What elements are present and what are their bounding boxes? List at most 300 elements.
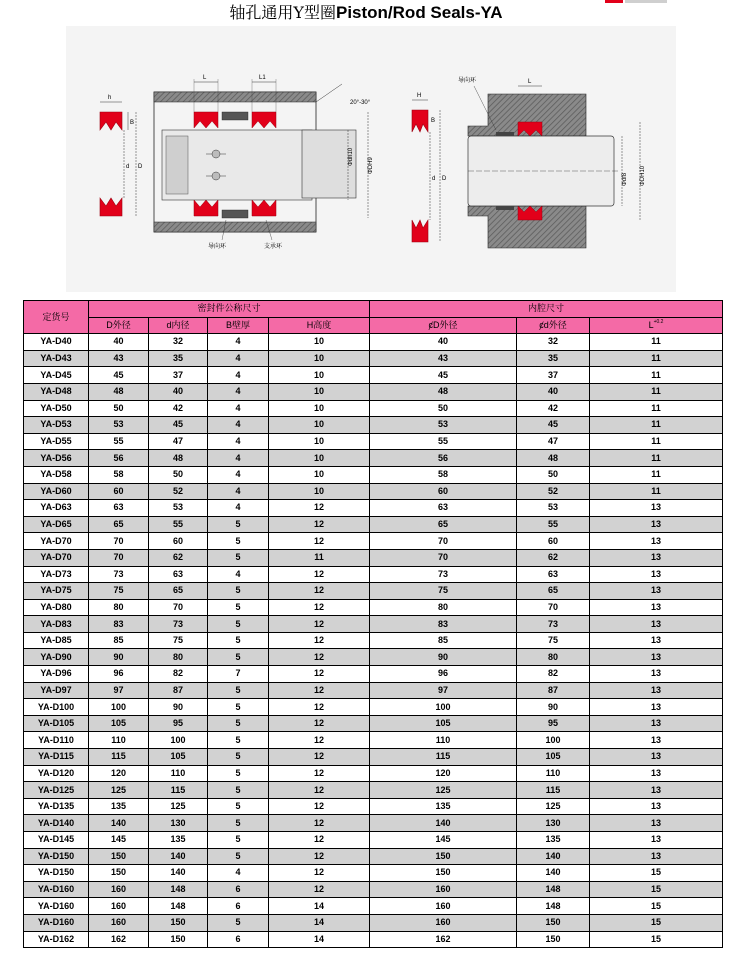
cell-B: 4 bbox=[208, 350, 269, 367]
table-row bbox=[24, 798, 723, 815]
header-L bbox=[590, 317, 723, 334]
cell-phi-d: 52 bbox=[517, 483, 590, 500]
cell-phi-D: 53 bbox=[370, 417, 517, 434]
cell-L: 15 bbox=[590, 914, 723, 931]
cell-order-no: YA-D125 bbox=[24, 782, 89, 799]
cell-phi-d: 50 bbox=[517, 466, 590, 483]
cell-phi-D: 50 bbox=[370, 400, 517, 417]
cell-D: 73 bbox=[89, 566, 149, 583]
cell-H: 10 bbox=[269, 433, 370, 450]
cell-order-no: YA-D70 bbox=[24, 549, 89, 566]
table-row bbox=[24, 715, 723, 732]
cell-D: 145 bbox=[89, 832, 149, 849]
cell-d: 70 bbox=[149, 599, 208, 616]
header-d: d内径 bbox=[149, 317, 208, 334]
cell-B: 5 bbox=[208, 815, 269, 832]
cell-d: 82 bbox=[149, 666, 208, 683]
cell-phi-d: 37 bbox=[517, 367, 590, 384]
cell-d: 125 bbox=[149, 798, 208, 815]
table-row bbox=[24, 782, 723, 799]
table-body bbox=[24, 334, 723, 948]
table-row bbox=[24, 350, 723, 367]
cell-order-no: YA-D73 bbox=[24, 566, 89, 583]
cell-L: 13 bbox=[590, 666, 723, 683]
table-row bbox=[24, 383, 723, 400]
cell-order-no: YA-D150 bbox=[24, 848, 89, 865]
table-row bbox=[24, 881, 723, 898]
cell-H: 12 bbox=[269, 632, 370, 649]
table-row bbox=[24, 400, 723, 417]
cell-order-no: YA-D58 bbox=[24, 466, 89, 483]
cell-phi-D: 160 bbox=[370, 881, 517, 898]
label-B: B bbox=[130, 120, 135, 126]
seal-profile-right bbox=[412, 93, 447, 242]
cell-d: 130 bbox=[149, 815, 208, 832]
cell-d: 100 bbox=[149, 732, 208, 749]
table-row bbox=[24, 433, 723, 450]
cell-phi-d: 40 bbox=[517, 383, 590, 400]
cell-phi-d: 150 bbox=[517, 914, 590, 931]
cell-phi-D: 135 bbox=[370, 798, 517, 815]
cell-phi-D: 160 bbox=[370, 898, 517, 915]
cell-B: 5 bbox=[208, 599, 269, 616]
cell-phi-D: 45 bbox=[370, 367, 517, 384]
cell-phi-d: 62 bbox=[517, 549, 590, 566]
cell-d: 105 bbox=[149, 749, 208, 766]
cell-H: 10 bbox=[269, 350, 370, 367]
cell-D: 160 bbox=[89, 914, 149, 931]
cell-D: 162 bbox=[89, 931, 149, 948]
table-row bbox=[24, 848, 723, 865]
cell-H: 12 bbox=[269, 599, 370, 616]
cell-phi-D: 40 bbox=[370, 334, 517, 351]
table-row bbox=[24, 533, 723, 550]
cell-phi-d: 100 bbox=[517, 732, 590, 749]
cell-D: 160 bbox=[89, 898, 149, 915]
cell-L: 13 bbox=[590, 682, 723, 699]
label-H: H bbox=[417, 93, 422, 99]
label-D2: D bbox=[442, 176, 447, 182]
header-phi-d: ȼd外径 bbox=[517, 317, 590, 334]
cell-d: 60 bbox=[149, 533, 208, 550]
cell-phi-d: 150 bbox=[517, 931, 590, 948]
header-D: D外径 bbox=[89, 317, 149, 334]
cell-order-no: YA-D40 bbox=[24, 334, 89, 351]
cell-phi-d: 55 bbox=[517, 516, 590, 533]
label-phi-DH10: ΦDH10 bbox=[640, 165, 646, 186]
cell-d: 140 bbox=[149, 848, 208, 865]
cell-L: 13 bbox=[590, 533, 723, 550]
cell-phi-d: 80 bbox=[517, 649, 590, 666]
cell-L: 13 bbox=[590, 566, 723, 583]
cell-H: 12 bbox=[269, 616, 370, 633]
cell-H: 12 bbox=[269, 865, 370, 882]
cell-H: 12 bbox=[269, 583, 370, 600]
cell-B: 5 bbox=[208, 715, 269, 732]
cell-B: 4 bbox=[208, 433, 269, 450]
cell-order-no: YA-D160 bbox=[24, 881, 89, 898]
cell-d: 150 bbox=[149, 931, 208, 948]
cell-L: 13 bbox=[590, 765, 723, 782]
cell-order-no: YA-D90 bbox=[24, 649, 89, 666]
cell-order-no: YA-D160 bbox=[24, 898, 89, 915]
cell-B: 4 bbox=[208, 466, 269, 483]
cell-d: 80 bbox=[149, 649, 208, 666]
cell-B: 5 bbox=[208, 765, 269, 782]
cell-d: 45 bbox=[149, 417, 208, 434]
cell-phi-D: 162 bbox=[370, 931, 517, 948]
cell-phi-d: 35 bbox=[517, 350, 590, 367]
cell-B: 5 bbox=[208, 682, 269, 699]
cell-H: 12 bbox=[269, 782, 370, 799]
cell-d: 48 bbox=[149, 450, 208, 467]
cell-d: 95 bbox=[149, 715, 208, 732]
cell-d: 53 bbox=[149, 500, 208, 517]
cell-B: 5 bbox=[208, 699, 269, 716]
cell-order-no: YA-D115 bbox=[24, 749, 89, 766]
cell-D: 48 bbox=[89, 383, 149, 400]
cell-H: 12 bbox=[269, 715, 370, 732]
table-row bbox=[24, 931, 723, 948]
cell-phi-d: 125 bbox=[517, 798, 590, 815]
cell-D: 140 bbox=[89, 815, 149, 832]
header-L-tolerance: +0.2 bbox=[653, 318, 664, 325]
header-H: H高度 bbox=[269, 317, 370, 334]
cell-d: 110 bbox=[149, 765, 208, 782]
cell-D: 63 bbox=[89, 500, 149, 517]
cell-phi-D: 150 bbox=[370, 848, 517, 865]
label-D: D bbox=[138, 164, 143, 170]
cell-phi-d: 135 bbox=[517, 832, 590, 849]
cell-H: 10 bbox=[269, 483, 370, 500]
cell-B: 4 bbox=[208, 500, 269, 517]
cell-D: 40 bbox=[89, 334, 149, 351]
cell-D: 80 bbox=[89, 599, 149, 616]
cell-phi-D: 105 bbox=[370, 715, 517, 732]
cell-H: 10 bbox=[269, 367, 370, 384]
cell-L: 15 bbox=[590, 898, 723, 915]
table-row bbox=[24, 549, 723, 566]
label-d: d bbox=[126, 164, 130, 170]
cell-L: 13 bbox=[590, 815, 723, 832]
table-row bbox=[24, 832, 723, 849]
cell-D: 160 bbox=[89, 881, 149, 898]
label-support-ring: 支承环 bbox=[264, 244, 283, 250]
cell-d: 73 bbox=[149, 616, 208, 633]
cell-D: 150 bbox=[89, 848, 149, 865]
cell-L: 11 bbox=[590, 417, 723, 434]
cell-H: 12 bbox=[269, 881, 370, 898]
table-row bbox=[24, 666, 723, 683]
cell-d: 40 bbox=[149, 383, 208, 400]
cell-B: 6 bbox=[208, 881, 269, 898]
cell-order-no: YA-D162 bbox=[24, 931, 89, 948]
cell-phi-D: 48 bbox=[370, 383, 517, 400]
cell-phi-D: 160 bbox=[370, 914, 517, 931]
cell-phi-D: 140 bbox=[370, 815, 517, 832]
cell-B: 5 bbox=[208, 782, 269, 799]
label-L1: L1 bbox=[259, 75, 266, 81]
cell-phi-D: 100 bbox=[370, 699, 517, 716]
cell-d: 148 bbox=[149, 898, 208, 915]
cell-order-no: YA-D96 bbox=[24, 666, 89, 683]
page-title bbox=[0, 0, 732, 26]
cell-B: 5 bbox=[208, 832, 269, 849]
cell-phi-D: 55 bbox=[370, 433, 517, 450]
cell-phi-d: 82 bbox=[517, 666, 590, 683]
cell-H: 14 bbox=[269, 898, 370, 915]
cell-D: 85 bbox=[89, 632, 149, 649]
cell-L: 13 bbox=[590, 699, 723, 716]
table-row bbox=[24, 583, 723, 600]
header-seal-group: 密封件公称尺寸 bbox=[89, 301, 370, 318]
cell-phi-d: 95 bbox=[517, 715, 590, 732]
cell-d: 63 bbox=[149, 566, 208, 583]
cell-d: 148 bbox=[149, 881, 208, 898]
cell-d: 75 bbox=[149, 632, 208, 649]
cell-L: 13 bbox=[590, 632, 723, 649]
cell-phi-D: 70 bbox=[370, 533, 517, 550]
red-marker bbox=[605, 0, 623, 3]
cell-phi-d: 148 bbox=[517, 881, 590, 898]
cell-order-no: YA-D85 bbox=[24, 632, 89, 649]
cell-phi-d: 90 bbox=[517, 699, 590, 716]
cell-H: 12 bbox=[269, 832, 370, 849]
cell-B: 5 bbox=[208, 914, 269, 931]
cell-order-no: YA-D135 bbox=[24, 798, 89, 815]
cell-L: 13 bbox=[590, 798, 723, 815]
cell-phi-d: 130 bbox=[517, 815, 590, 832]
cell-order-no: YA-D80 bbox=[24, 599, 89, 616]
table-row bbox=[24, 914, 723, 931]
cell-phi-D: 110 bbox=[370, 732, 517, 749]
cell-L: 11 bbox=[590, 466, 723, 483]
cell-order-no: YA-D60 bbox=[24, 483, 89, 500]
label-angle: 20°-30° bbox=[350, 100, 371, 106]
cell-D: 96 bbox=[89, 666, 149, 683]
cell-D: 45 bbox=[89, 367, 149, 384]
cell-L: 15 bbox=[590, 931, 723, 948]
table-row bbox=[24, 699, 723, 716]
header-L-text: L bbox=[648, 319, 654, 330]
label-guide-ring-rod: 导向环 bbox=[458, 78, 477, 84]
cell-order-no: YA-D56 bbox=[24, 450, 89, 467]
table-row bbox=[24, 367, 723, 384]
cell-phi-d: 87 bbox=[517, 682, 590, 699]
table-row bbox=[24, 566, 723, 583]
cell-B: 6 bbox=[208, 898, 269, 915]
cell-phi-D: 43 bbox=[370, 350, 517, 367]
label-phi-DH9: ΦDH9 bbox=[368, 157, 374, 174]
cell-H: 10 bbox=[269, 450, 370, 467]
cell-order-no: YA-D160 bbox=[24, 914, 89, 931]
table-row bbox=[24, 483, 723, 500]
cell-B: 4 bbox=[208, 483, 269, 500]
cell-L: 13 bbox=[590, 732, 723, 749]
cell-B: 5 bbox=[208, 848, 269, 865]
rod-housing bbox=[458, 76, 646, 248]
cell-phi-d: 53 bbox=[517, 500, 590, 517]
cell-phi-d: 73 bbox=[517, 616, 590, 633]
cell-d: 35 bbox=[149, 350, 208, 367]
cell-H: 14 bbox=[269, 914, 370, 931]
table-row bbox=[24, 898, 723, 915]
cell-H: 10 bbox=[269, 334, 370, 351]
cell-order-no: YA-D45 bbox=[24, 367, 89, 384]
cell-phi-d: 75 bbox=[517, 632, 590, 649]
cell-order-no: YA-D48 bbox=[24, 383, 89, 400]
cell-phi-D: 65 bbox=[370, 516, 517, 533]
cell-D: 97 bbox=[89, 682, 149, 699]
cell-order-no: YA-D145 bbox=[24, 832, 89, 849]
cell-phi-D: 58 bbox=[370, 466, 517, 483]
table-row bbox=[24, 334, 723, 351]
cell-order-no: YA-D100 bbox=[24, 699, 89, 716]
cell-D: 125 bbox=[89, 782, 149, 799]
cell-d: 37 bbox=[149, 367, 208, 384]
cell-d: 32 bbox=[149, 334, 208, 351]
cell-B: 6 bbox=[208, 931, 269, 948]
table-row bbox=[24, 616, 723, 633]
cell-d: 87 bbox=[149, 682, 208, 699]
cell-d: 47 bbox=[149, 433, 208, 450]
cell-D: 70 bbox=[89, 533, 149, 550]
spec-table bbox=[23, 300, 723, 948]
table-row bbox=[24, 765, 723, 782]
cell-H: 12 bbox=[269, 666, 370, 683]
header-order-no: 定货号 bbox=[24, 301, 89, 334]
cell-L: 11 bbox=[590, 334, 723, 351]
cell-B: 4 bbox=[208, 865, 269, 882]
cell-phi-d: 60 bbox=[517, 533, 590, 550]
cell-L: 11 bbox=[590, 450, 723, 467]
cell-phi-D: 80 bbox=[370, 599, 517, 616]
cell-L: 13 bbox=[590, 583, 723, 600]
cell-order-no: YA-D105 bbox=[24, 715, 89, 732]
cell-L: 13 bbox=[590, 715, 723, 732]
cell-D: 65 bbox=[89, 516, 149, 533]
table-row bbox=[24, 516, 723, 533]
label-L-rod: L bbox=[528, 79, 532, 85]
cell-d: 90 bbox=[149, 699, 208, 716]
cell-phi-d: 48 bbox=[517, 450, 590, 467]
cell-H: 12 bbox=[269, 699, 370, 716]
cell-phi-D: 145 bbox=[370, 832, 517, 849]
cell-H: 12 bbox=[269, 649, 370, 666]
cell-d: 50 bbox=[149, 466, 208, 483]
cell-D: 50 bbox=[89, 400, 149, 417]
label-phi-dh10: Φdh10 bbox=[348, 147, 354, 166]
cell-phi-D: 120 bbox=[370, 765, 517, 782]
cell-H: 12 bbox=[269, 732, 370, 749]
cell-D: 90 bbox=[89, 649, 149, 666]
cell-phi-D: 56 bbox=[370, 450, 517, 467]
cell-B: 5 bbox=[208, 516, 269, 533]
label-guide-ring: 导向环 bbox=[208, 244, 227, 250]
cell-H: 12 bbox=[269, 533, 370, 550]
table-row bbox=[24, 417, 723, 434]
cell-B: 4 bbox=[208, 334, 269, 351]
label-L: L bbox=[203, 75, 207, 81]
cell-order-no: YA-D43 bbox=[24, 350, 89, 367]
cell-d: 135 bbox=[149, 832, 208, 849]
cell-d: 42 bbox=[149, 400, 208, 417]
table-row bbox=[24, 682, 723, 699]
cell-B: 4 bbox=[208, 566, 269, 583]
cell-D: 83 bbox=[89, 616, 149, 633]
cell-L: 11 bbox=[590, 367, 723, 384]
cell-H: 10 bbox=[269, 466, 370, 483]
cell-B: 5 bbox=[208, 583, 269, 600]
cell-d: 65 bbox=[149, 583, 208, 600]
grey-marker bbox=[625, 0, 667, 3]
cell-H: 12 bbox=[269, 682, 370, 699]
cell-L: 13 bbox=[590, 500, 723, 517]
cell-phi-d: 47 bbox=[517, 433, 590, 450]
cell-H: 12 bbox=[269, 516, 370, 533]
cell-d: 115 bbox=[149, 782, 208, 799]
cell-L: 13 bbox=[590, 782, 723, 799]
cell-order-no: YA-D53 bbox=[24, 417, 89, 434]
cell-B: 7 bbox=[208, 666, 269, 683]
cell-phi-d: 65 bbox=[517, 583, 590, 600]
cell-B: 4 bbox=[208, 367, 269, 384]
cell-H: 10 bbox=[269, 417, 370, 434]
cell-L: 13 bbox=[590, 848, 723, 865]
cell-order-no: YA-D50 bbox=[24, 400, 89, 417]
cell-H: 12 bbox=[269, 798, 370, 815]
cell-order-no: YA-D55 bbox=[24, 433, 89, 450]
cell-phi-d: 105 bbox=[517, 749, 590, 766]
cell-order-no: YA-D63 bbox=[24, 500, 89, 517]
cell-phi-d: 110 bbox=[517, 765, 590, 782]
cell-B: 5 bbox=[208, 732, 269, 749]
cell-phi-D: 73 bbox=[370, 566, 517, 583]
table-row bbox=[24, 649, 723, 666]
cell-phi-d: 140 bbox=[517, 865, 590, 882]
cell-order-no: YA-D75 bbox=[24, 583, 89, 600]
cell-D: 120 bbox=[89, 765, 149, 782]
cell-B: 5 bbox=[208, 616, 269, 633]
cell-phi-d: 45 bbox=[517, 417, 590, 434]
cell-B: 5 bbox=[208, 533, 269, 550]
cell-phi-D: 75 bbox=[370, 583, 517, 600]
header-groove-group: 内腔尺寸 bbox=[370, 301, 723, 318]
cell-phi-d: 32 bbox=[517, 334, 590, 351]
cell-d: 52 bbox=[149, 483, 208, 500]
cell-d: 150 bbox=[149, 914, 208, 931]
table-row bbox=[24, 466, 723, 483]
cell-H: 12 bbox=[269, 815, 370, 832]
cell-phi-d: 115 bbox=[517, 782, 590, 799]
label-phi-df8: Φdf8 bbox=[622, 172, 628, 186]
label-h: h bbox=[108, 95, 112, 101]
table-row bbox=[24, 732, 723, 749]
cell-D: 58 bbox=[89, 466, 149, 483]
cell-B: 5 bbox=[208, 798, 269, 815]
cell-H: 12 bbox=[269, 500, 370, 517]
cell-d: 140 bbox=[149, 865, 208, 882]
cell-D: 75 bbox=[89, 583, 149, 600]
piston-assembly bbox=[154, 75, 374, 250]
table-row bbox=[24, 749, 723, 766]
table-row bbox=[24, 599, 723, 616]
table-row bbox=[24, 500, 723, 517]
cell-L: 11 bbox=[590, 383, 723, 400]
cell-L: 11 bbox=[590, 433, 723, 450]
cell-d: 62 bbox=[149, 549, 208, 566]
cell-D: 135 bbox=[89, 798, 149, 815]
